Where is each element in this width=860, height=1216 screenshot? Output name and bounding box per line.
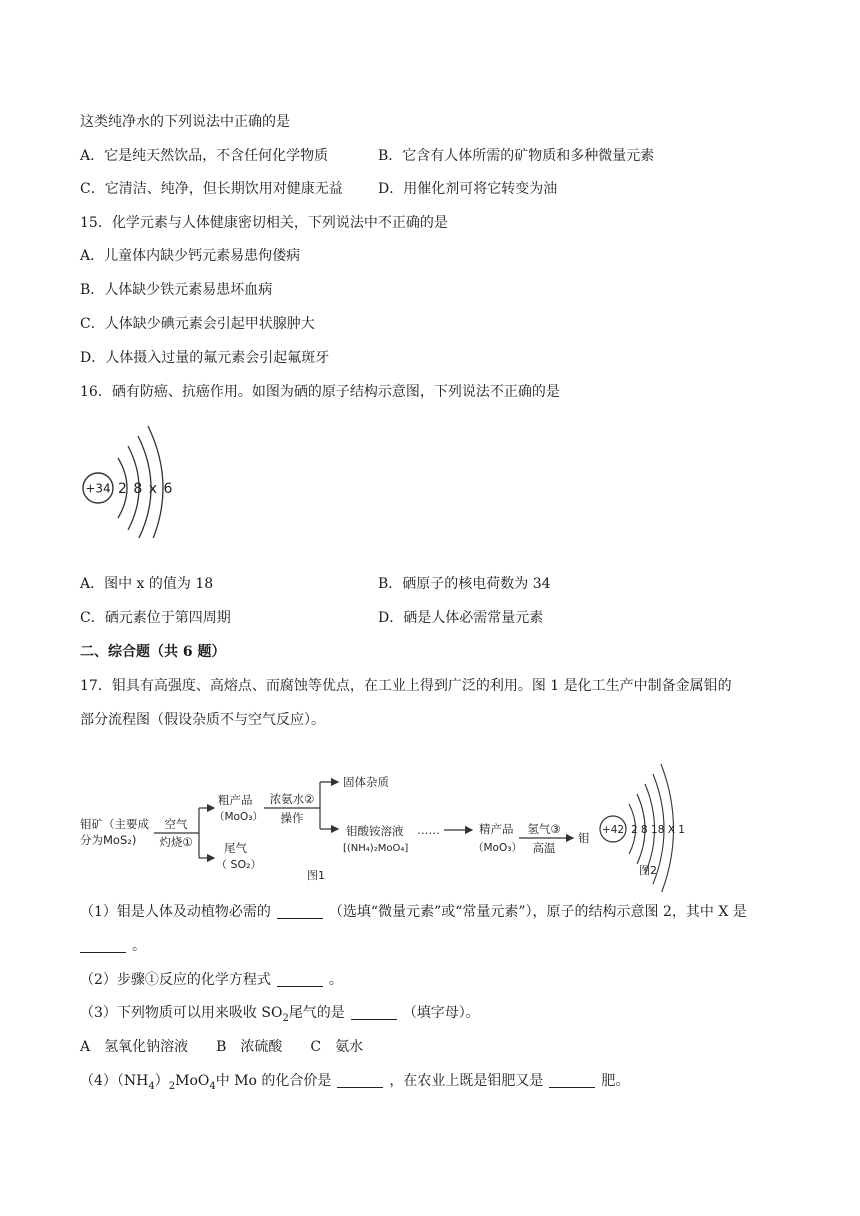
q17-part1-cont: [80, 936, 146, 956]
mo-nucleus-label: +42: [601, 824, 625, 836]
flow-hightemp-label: 高温: [532, 841, 556, 855]
q17-part4-sub2: 2: [168, 1080, 176, 1092]
q15-stem: 15．化学元素与人体健康密切相关，下列说法中不正确的是: [80, 215, 448, 231]
flow-air-label: 空气: [164, 817, 188, 831]
q16-option-c: C．硒元素位于第四周期: [80, 610, 231, 626]
selenium-shell-numbers: 2 8 x 6: [118, 481, 174, 497]
fig1-caption: 图1: [307, 869, 325, 882]
q17-part4: [80, 1071, 629, 1097]
q17-part4-text-c: MoO: [175, 1073, 210, 1089]
flow-tailgas-formula: （ SO₂）: [216, 858, 262, 871]
q17-part3-sub: 2: [282, 1012, 289, 1024]
q14-option-c: C．它清洁、纯净，但长期饮用对健康无益: [80, 181, 343, 197]
q17-stem-line1: 17．钼具有高强度、高熔点、而腐蚀等优点，在工业上得到广泛的利用。图 1 是化工生产中制备金属钼的: [80, 678, 732, 694]
flow-crude-formula: （MoO₃）: [214, 811, 263, 823]
q17-part3-blank[interactable]: [351, 1005, 397, 1020]
q17-part1-text-a: （1）钼是人体及动植物必需的: [80, 904, 271, 920]
flow-solution-label: 钼酸铵溶液: [346, 824, 404, 838]
q17-part3-text-b: 尾气的是: [288, 1005, 345, 1021]
q17-part4-blank-1[interactable]: [337, 1073, 383, 1088]
q14-option-b: B．它含有人体所需的矿物质和多种微量元素: [378, 148, 655, 164]
q17-stem-line2: 部分流程图（假设杂质不与空气反应）。: [80, 712, 325, 728]
flow-hydrogen-label: 氢气③: [527, 822, 561, 836]
q14-stem: 这类纯净水的下列说法中正确的是: [80, 114, 290, 130]
q17-part4-text-e: ，在农业上既是钼肥又是: [389, 1073, 544, 1089]
flow-solid-impurity: 固体杂质: [343, 775, 389, 789]
flow-product-label: 钼: [578, 831, 590, 845]
q16-option-b: B．硒原子的核电荷数为 34: [378, 576, 551, 592]
flow-ammonia-label: 浓氨水②: [269, 792, 315, 806]
q17-part3-text-a: （3）下列物质可以用来吸收 SO: [80, 1005, 283, 1021]
flow-crude-label: 粗产品: [218, 793, 253, 807]
q17-part2-text-a: （2）步骤①反应的化学方程式: [80, 972, 271, 988]
flow-fine-formula: （MoO₃）: [473, 842, 522, 854]
flow-ore-line1: 钼矿（主要成: [80, 817, 149, 831]
flow-dots: ……: [417, 823, 440, 837]
flow-roast-label: 灼烧①: [159, 835, 193, 849]
q15-option-a: A．儿童体内缺少钙元素易患佝偻病: [80, 248, 301, 264]
q17-part4-text-a: （4）（NH: [80, 1073, 149, 1089]
q14-option-d: D．用催化剂可将它转变为油: [378, 181, 558, 197]
q17-part4-sub3: 4: [209, 1080, 216, 1092]
flow-ore-line2: 分为MoS₂): [80, 833, 137, 847]
mo-shell-numbers: 2 8 18 X 1: [631, 824, 685, 836]
section-title: 二、综合题（共 6 题）: [80, 644, 226, 660]
flow-fine-label: 精产品: [479, 822, 514, 836]
q16-stem: 16．硒有防癌、抗癌作用。如图为硒的原子结构示意图，下列说法不正确的是: [80, 384, 560, 400]
q15-option-b: B．人体缺少铁元素易患坏血病: [80, 282, 273, 298]
q16-option-a: A．图中 x 的值为 18: [80, 576, 214, 592]
q17-part3-options: A 氢氧化钠溶液 B 浓硫酸 C 氨水: [80, 1039, 364, 1055]
q17-part1: [80, 902, 747, 922]
fig2-caption: 图2: [639, 864, 657, 877]
q17-part4-text-f: 肥。: [601, 1073, 630, 1089]
q17-part4-sub1: 4: [148, 1080, 155, 1092]
q17-part4-blank-2[interactable]: [549, 1073, 595, 1088]
q15-option-d: D．人体摄入过量的氟元素会引起氟斑牙: [80, 350, 330, 366]
q17-part1-text-b: （选填“微量元素”或“常量元素”），原子的结构示意图 2，其中 X 是: [328, 904, 747, 920]
q16-option-d: D．硒是人体必需常量元素: [378, 610, 544, 626]
q17-part1-blank-1[interactable]: [277, 904, 323, 919]
q17-part1-text-c: 。: [132, 938, 146, 954]
q17-part2-text-b: 。: [328, 972, 343, 988]
q17-part2: [80, 970, 343, 990]
molybdenum-flow-diagram: [76, 742, 686, 892]
q17-part3-text-c: （填字母）。: [402, 1005, 480, 1021]
q17-part4-text-b: ）: [154, 1073, 169, 1089]
selenium-nucleus-label: +34: [85, 481, 111, 496]
q15-option-c: C．人体缺少碘元素会引起甲状腺肿大: [80, 316, 315, 332]
q17-part4-text-d: 中 Mo 的化合价是: [215, 1073, 332, 1089]
q17-part2-blank[interactable]: [277, 972, 323, 987]
flow-solution-formula: [(NH₄)₂MoO₄]: [343, 843, 409, 854]
q17-part1-blank-2[interactable]: [80, 938, 126, 953]
flow-operation-label: 操作: [280, 811, 304, 825]
selenium-atom-diagram: [78, 418, 188, 538]
q17-part3: [80, 1003, 480, 1029]
flow-tailgas-label: 尾气: [224, 841, 247, 855]
q14-option-a: A．它是纯天然饮品，不含任何化学物质: [80, 148, 329, 164]
